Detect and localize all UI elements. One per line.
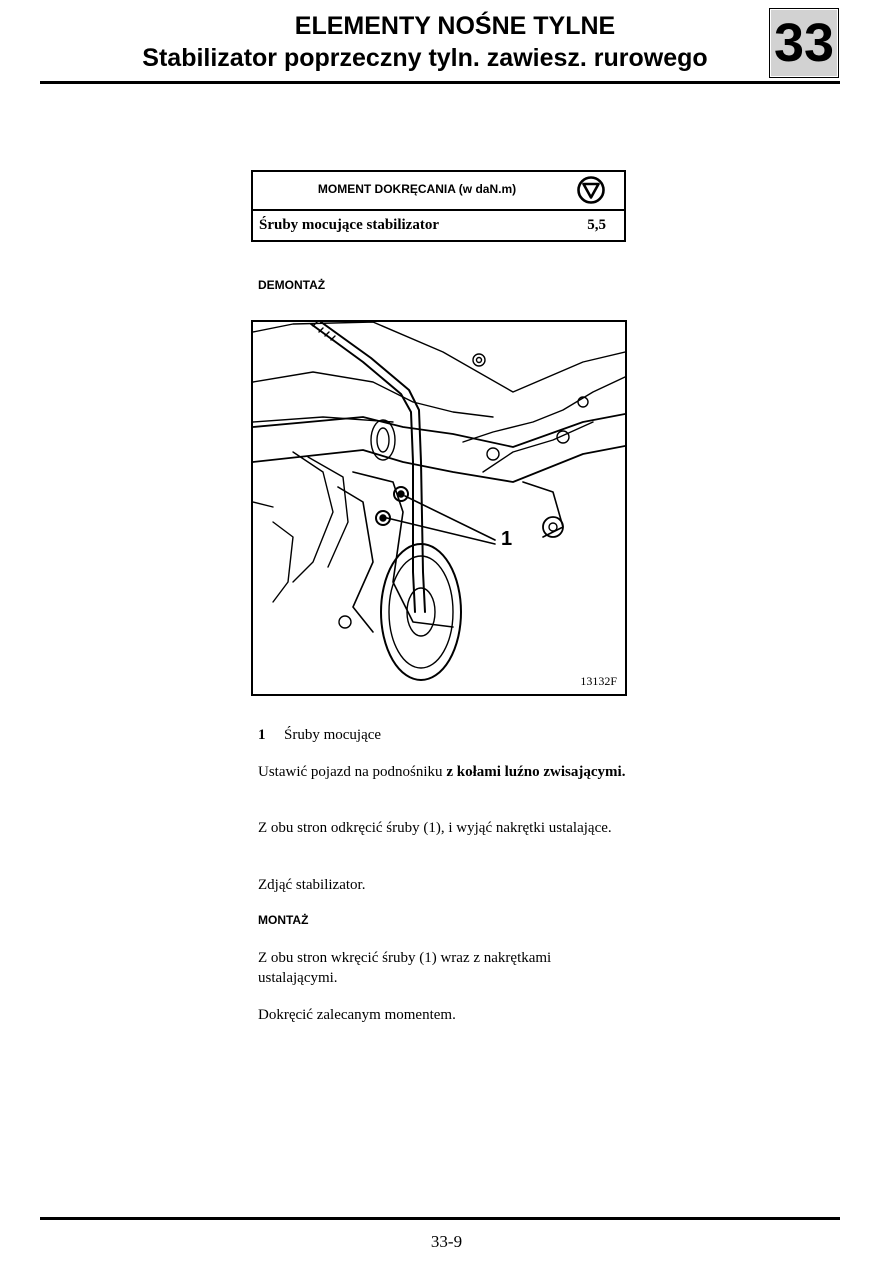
removal-step-1-text: Ustawić pojazd na podnośniku (258, 764, 447, 780)
removal-step-3: Zdjąć stabilizator. (258, 877, 366, 893)
figure-callout-1: 1 (501, 528, 513, 550)
chapter-number-badge: 33 (769, 8, 839, 78)
rear-axle-drawing (253, 322, 625, 694)
legend-text: Śruby mocujące (284, 727, 382, 743)
page-number: 33-9 (430, 1232, 463, 1251)
footer-divider (40, 1217, 840, 1220)
torque-row-value: 5,5 (587, 217, 606, 233)
torque-wrench-icon (576, 175, 606, 205)
page-title: ELEMENTY NOŚNE TYLNE (294, 12, 616, 40)
torque-table-title: MOMENT DOKRĘCANIA (w daN.m) (317, 182, 517, 196)
torque-table (251, 170, 626, 242)
removal-step-2: Z obu stron odkręcić śruby (1), i wyjąć nakrętki ustalające. (258, 820, 612, 836)
legend-number: 1 (258, 727, 266, 743)
refit-step-2: Dokręcić zalecanym momentem. (258, 1007, 456, 1023)
removal-step-1-emphasis: z kołami luźno zwisającymi. (446, 764, 626, 780)
technical-illustration (251, 320, 627, 696)
torque-row-label: Śruby mocujące stabilizator (259, 217, 439, 233)
removal-heading: DEMONTAŻ (258, 278, 326, 292)
refit-step-1: Z obu stron wkręcić śruby (1) wraz z nakrętkami ustalającymi. (258, 950, 552, 986)
refit-heading: MONTAŻ (258, 913, 309, 927)
page-subtitle: Stabilizator poprzeczny tyln. zawiesz. rurowego (142, 44, 708, 72)
header-divider (40, 81, 840, 84)
removal-step-1 (258, 762, 628, 782)
torque-table-header (253, 172, 624, 211)
figure-legend (258, 725, 628, 745)
figure-code: 13132F (580, 674, 617, 688)
